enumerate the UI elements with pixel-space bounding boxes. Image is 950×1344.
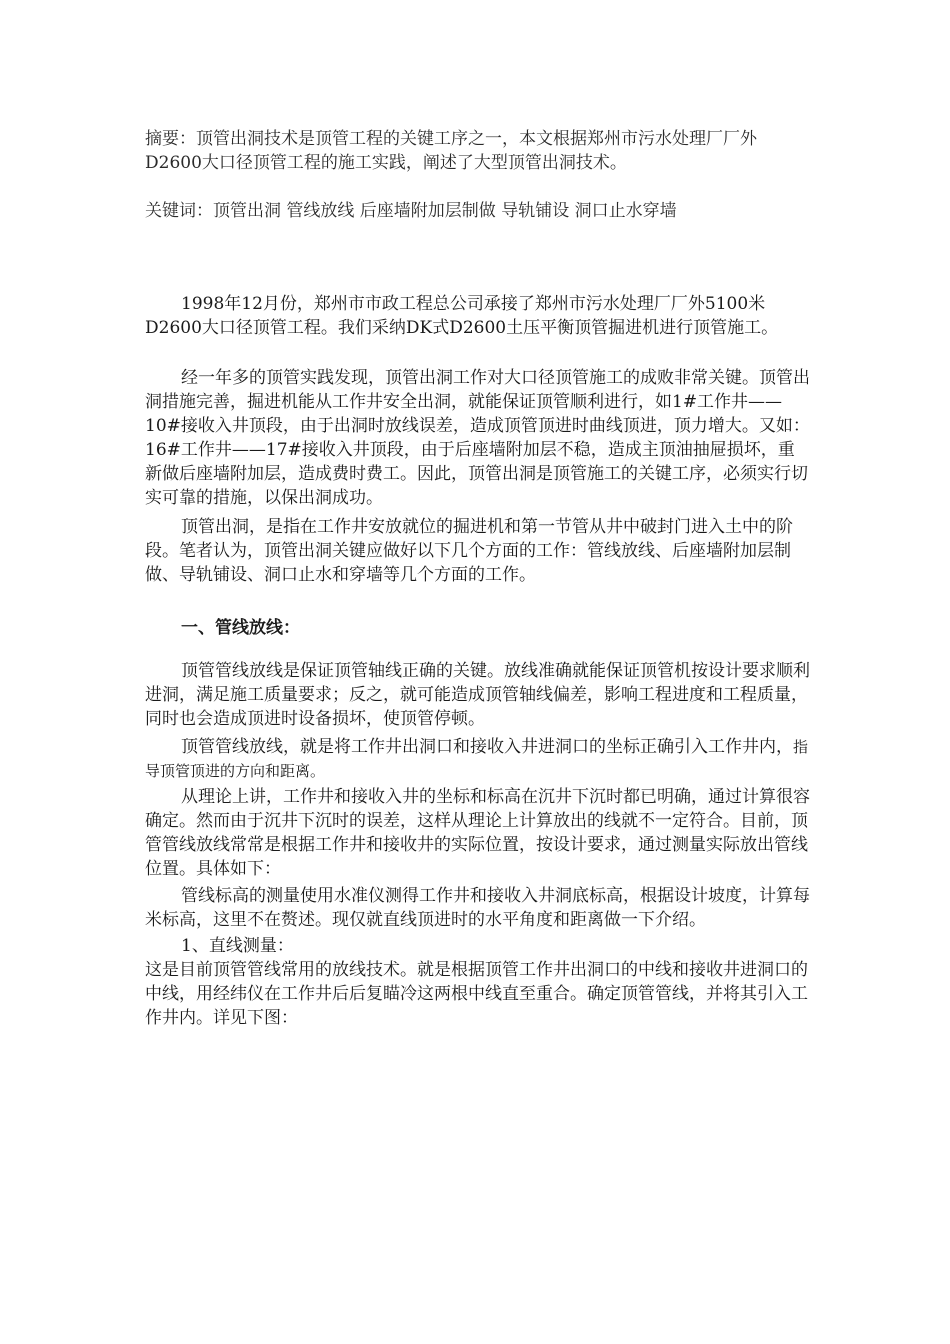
body-paragraph-3: 顶管出洞，是指在工作井安放就位的掘进机和第一节管从井中破封门进入土中的阶段。笔者认为，顶管出洞关键应做好以下几个方面的工作：管线放线、后座墙附加层制做、导轨铺设、洞口止水和穿墙等几个方面的工作。	[145, 517, 793, 585]
section-heading: 一、管线放线：	[181, 618, 300, 638]
body-paragraph-6: 从理论上讲，工作井和接收入井的坐标和标高在沉井下沉时都已明确，通过计算很容确定。然而由于沉井下沉时的误差，这样从理论上计算放出的线就不一定符合。目前，顶管管线放线常常是根据工作井和接收井的实际位置，按设计要求，通过测量实际放出管线位置。具体如下：	[145, 787, 810, 879]
body-paragraph-7: 管线标高的测量使用水准仪测得工作井和接收入井洞底标高，根据设计坡度，计算每米标高，这里不在赘述。现仅就直线顶进时的水平角度和距离做一下介绍。	[145, 886, 810, 930]
body-paragraph-1: 1998年12月份，郑州市市政工程总公司承接了郑州市污水处理厂厂外5100米D2600大口径顶管工程。我们采纳DK式D2600土压平衡顶管掘进机进行顶管施工。	[145, 294, 779, 338]
keywords-line: 关键词：顶管出洞 管线放线 后座墙附加层制做 导轨铺设 洞口止水穿墙	[145, 201, 677, 221]
body-paragraph-2: 经一年多的顶管实践发现，顶管出洞工作对大口径顶管施工的成败非常关键。顶管出洞措施完善，掘进机能从工作井安全出洞，就能保证顶管顺利进行，如1#工作井——10#接收入井顶段，由于出洞时放线误差，造成顶管顶进时曲线顶进，顶力增大。又如：16#工作井——17#接收入井顶段，由于后座墙附加层不稳，造成主顶油抽屉损坏，重新做后座墙附加层，造成费时费工。因此，顶管出洞是顶管施工的关键工序，必须实行切实可靠的措施，以保出洞成功。	[145, 368, 810, 508]
subheading-straight-line-survey: 1、直线测量：	[181, 936, 294, 956]
body-paragraph-8: 这是目前顶管管线常用的放线技术。就是根据顶管工作井出洞口的中线和接收井进洞口的中线，用经纬仪在工作井后后复瞄冷这两根中线直至重合。确定顶管管线，并将其引入工作井内。详见下图：	[145, 960, 808, 1028]
abstract-paragraph: 摘要：顶管出洞技术是顶管工程的关键工序之一，本文根据郑州市污水处理厂厂外D2600大口径顶管工程的施工实践，阐述了大型顶管出洞技术。	[145, 129, 757, 173]
body-paragraph-5-main: 顶管管线放线，就是将工作井出洞口和接收入井进洞口的坐标正确引入工作井内，	[181, 737, 793, 757]
body-paragraph-5-small: 指导顶管顶进的方向和距离。	[145, 738, 809, 780]
body-paragraph-4: 顶管管线放线是保证顶管轴线正确的关键。放线准确就能保证顶管机按设计要求顺利进洞，满足施工质量要求；反之，就可能造成顶管轴线偏差，影响工程进度和工程质量，同时也会造成顶进时设备损坏，使顶管停顿。	[145, 661, 810, 729]
body-paragraph-5	[145, 735, 810, 783]
